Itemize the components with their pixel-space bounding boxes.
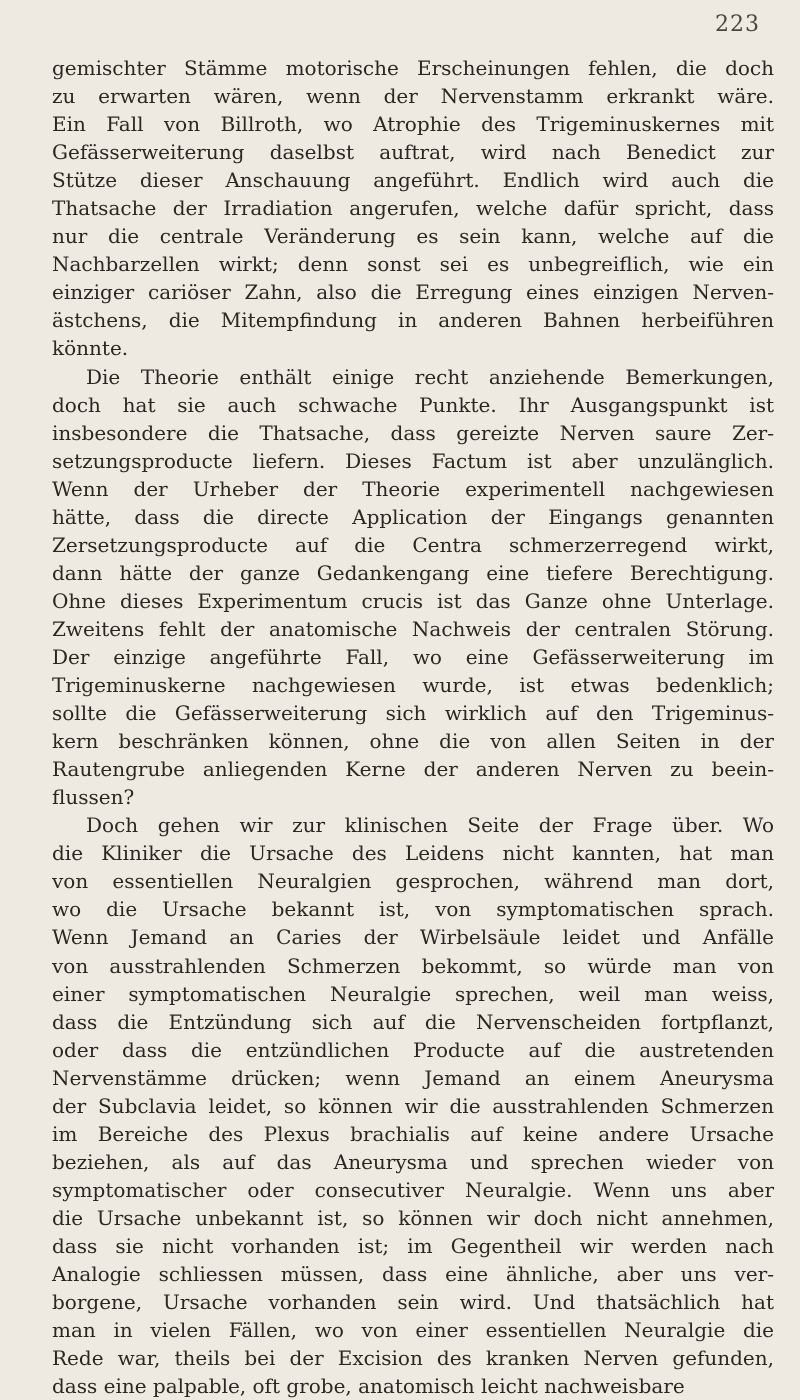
text-line: könnte.	[52, 336, 129, 361]
text-line: doch hat sie auch schwache Punkte. Ihr Ausgangspunkt ist	[52, 392, 774, 417]
text-line: Gefässerweiterung daselbst auftrat, wird nach Benedict zur	[52, 140, 774, 165]
text-line: Trigeminuskerne nachgewiesen wurde, ist etwas bedenklich;	[52, 673, 774, 698]
paragraph	[52, 54, 774, 363]
text-line: von essentiellen Neuralgien gesprochen, während man dort,	[52, 869, 774, 894]
body-text	[52, 54, 774, 1400]
text-line: einer symptomatischen Neuralgie sprechen, weil man weiss,	[52, 981, 774, 1006]
text-line: symptomatischer oder consecutiver Neuralgie. Wenn uns aber	[52, 1177, 774, 1202]
text-line: Rede war, theils bei der Excision des kranken Nerven gefunden,	[52, 1346, 774, 1371]
text-line: wo die Ursache bekannt ist, von symptomatischen sprach.	[52, 897, 774, 922]
text-line: im Bereiche des Plexus brachialis auf keine andere Ursache	[52, 1121, 774, 1146]
text-line: dass sie nicht vorhanden ist; im Gegentheil wir werden nach	[52, 1233, 774, 1258]
text-line: gemischter Stämme motorische Erscheinungen fehlen, die doch	[52, 56, 774, 80]
text-line: borgene, Ursache vorhanden sein wird. Und thatsächlich hat	[52, 1290, 774, 1315]
text-line: Ein Fall von Billroth, wo Atrophie des Trigeminuskernes mit	[52, 112, 774, 137]
text-line: Ohne dieses Experimentum crucis ist das Ganze ohne Unterlage.	[52, 588, 774, 613]
text-line: Nervenstämme drücken; wenn Jemand an einem Aneurysma	[52, 1065, 774, 1090]
text-line: die Ursache unbekannt ist, so können wir doch nicht annehmen,	[52, 1205, 774, 1230]
text-line: Zweitens fehlt der anatomische Nachweis der centralen Störung.	[52, 616, 774, 641]
text-line: hätte, dass die directe Application der Eingangs genannten	[52, 504, 774, 529]
text-line: sollte die Gefässerweiterung sich wirklich auf den Trigeminus-	[52, 701, 774, 726]
text-line: Die Theorie enthält einige recht anziehende Bemerkungen,	[86, 364, 774, 389]
text-line: Zersetzungsproducte auf die Centra schmerzerregend wirkt,	[52, 532, 774, 557]
paragraph	[52, 811, 774, 1400]
text-line: der Subclavia leidet, so können wir die ausstrahlenden Schmerzen	[52, 1093, 774, 1118]
text-line: zu erwarten wären, wenn der Nervenstamm erkrankt wäre.	[52, 84, 774, 109]
text-line: von ausstrahlenden Schmerzen bekommt, so würde man von	[52, 953, 774, 978]
text-line: nur die centrale Veränderung es sein kann, welche auf die	[52, 224, 774, 249]
text-line: Der einzige angeführte Fall, wo eine Gefässerweiterung im	[52, 644, 774, 669]
text-line: dann hätte der ganze Gedankengang eine tiefere Berechtigung.	[52, 560, 774, 585]
text-line: Stütze dieser Anschauung angeführt. Endlich wird auch die	[52, 168, 774, 193]
text-line: dass die Entzündung sich auf die Nervenscheiden fortpflanzt,	[52, 1009, 774, 1034]
text-line: die Kliniker die Ursache des Leidens nicht kannten, hat man	[52, 841, 774, 866]
text-line: ästchens, die Mitempfindung in anderen Bahnen herbeiführen	[52, 308, 774, 333]
text-line: insbesondere die Thatsache, dass gereizte Nerven saure Zer-	[52, 420, 774, 445]
text-line: Wenn der Urheber der Theorie experimentell nachgewiesen	[52, 476, 774, 501]
text-line: einziger cariöser Zahn, also die Erregung eines einzigen Nerven-	[52, 280, 774, 305]
text-line: beziehen, als auf das Aneurysma und sprechen wieder von	[52, 1149, 774, 1174]
text-line: setzungsproducte liefern. Dieses Factum ist aber unzulänglich.	[52, 448, 774, 473]
text-line: Wenn Jemand an Caries der Wirbelsäule leidet und Anfälle	[52, 925, 774, 950]
text-line: Nachbarzellen wirkt; denn sonst sei es unbegreiflich, wie ein	[52, 252, 774, 277]
text-line: dass eine palpable, oft grobe, anatomisch leicht nachweisbare	[52, 1374, 685, 1399]
text-line: oder dass die entzündlichen Producte auf die austretenden	[52, 1037, 774, 1062]
text-line: Rautengrube anliegenden Kerne der anderen Nerven zu beein-	[52, 757, 774, 782]
paragraph	[52, 363, 774, 812]
text-line: flussen?	[52, 785, 135, 810]
text-line: Thatsache der Irradiation angerufen, welche dafür spricht, dass	[52, 196, 774, 221]
text-line: man in vielen Fällen, wo von einer essentiellen Neuralgie die	[52, 1318, 774, 1343]
text-line: Analogie schliessen müssen, dass eine ähnliche, aber uns ver-	[52, 1262, 774, 1287]
text-line: Doch gehen wir zur klinischen Seite der Frage über. Wo	[86, 813, 774, 838]
text-line: kern beschränken können, ohne die von allen Seiten in der	[52, 729, 774, 754]
page-number: 223	[715, 12, 760, 37]
